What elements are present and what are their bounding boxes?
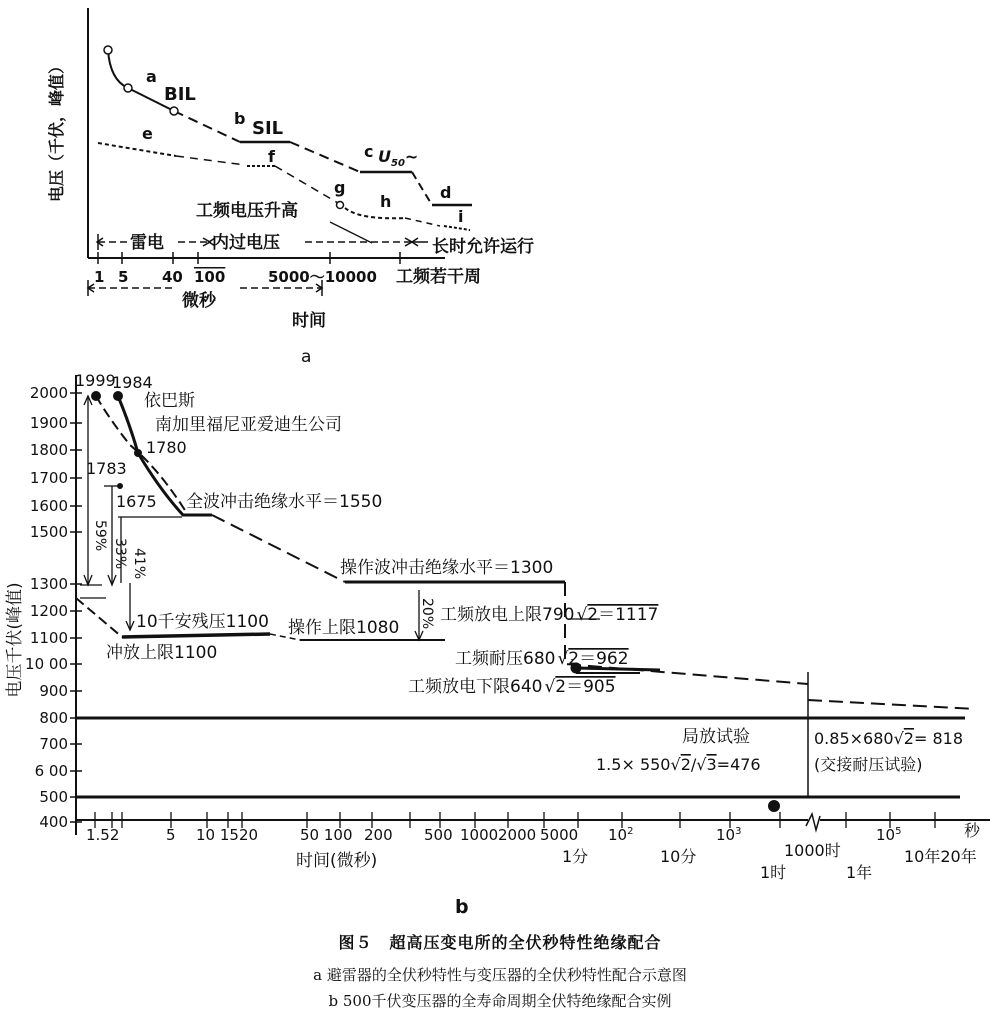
ann-handover: 0.85×680√2= 818 [814, 729, 963, 748]
xtick-10-3: $10^3$ [716, 826, 742, 844]
label-c: c [364, 142, 374, 161]
ann-1783: 1783 [86, 459, 127, 478]
panel-a-labels [94, 67, 534, 367]
figure-caption-title: 图５ 超高压变电所的全伏秒特性绝缘配合 [338, 933, 662, 952]
ann-op-upper: 操作上限1080 [288, 618, 400, 638]
xtick-1000: 1000 [460, 826, 499, 844]
panel-b-axis-break [806, 814, 820, 830]
label-d: d [440, 183, 452, 202]
xsub-1hour: 1时 [760, 863, 787, 882]
xtick-5: 5 [166, 826, 176, 844]
ytick-900: 900 [39, 682, 68, 700]
xsub-1000hours: 1000时 [784, 841, 841, 860]
transformer-curve-dash3 [808, 700, 975, 709]
ann-pct20: 20% [419, 598, 435, 630]
ann-full-wave: 全波冲击绝缘水平＝1550 [186, 492, 383, 512]
tick-5: 5 [118, 268, 129, 286]
panel-a-curve-lower-dash1 [176, 156, 245, 165]
ann-pct41: 41% [131, 548, 147, 580]
label-b: b [234, 109, 246, 128]
ytick-1800: 1800 [29, 441, 68, 459]
ann-1984: 1984 [112, 373, 153, 392]
ytick-600: 6 00 [34, 762, 68, 780]
ytick-1300: 1300 [29, 575, 68, 593]
ytick-800: 800 [39, 709, 68, 727]
xsub-10min: 10分 [660, 847, 697, 866]
ann-pf-withstand: 工频耐压680 √2＝962 [455, 649, 629, 669]
ann-pf-disch-lower: 工频放电下限640 √2＝905 [408, 677, 616, 697]
panel-a-curve-h [345, 208, 405, 218]
label-i: i [458, 207, 464, 226]
point-476 [768, 800, 780, 812]
tick-1: 1 [94, 268, 105, 286]
ytick-1600: 1600 [29, 497, 68, 515]
xtick-5000: 5000 [540, 826, 579, 844]
ann-pf-disch-upper: 工频放电上限790 √2＝1117 [440, 605, 659, 625]
xtick-10-15-20: 10 1520 [196, 826, 259, 844]
xtick-500: 500 [424, 826, 453, 844]
xtick-200: 200 [364, 826, 393, 844]
transformer-curve-dash1 [212, 515, 345, 582]
ytick-1200: 1200 [29, 602, 68, 620]
xtick-50-100: 50 100 [300, 826, 353, 844]
label-g: g [334, 178, 346, 197]
ann-switching-wave: 操作波冲击绝缘水平＝1300 [340, 558, 554, 578]
panel-b-ylabel: 电压千伏(峰值) [5, 582, 25, 698]
panel-a-xlabel: 时间 [292, 311, 326, 331]
ann-pct59: 59% [92, 520, 108, 552]
panel-b-x-tick-labels [86, 821, 981, 882]
ytick-1100: 1100 [29, 629, 68, 647]
ytick-1000: 10 00 [25, 655, 68, 673]
ann-pd-test: 局放试验 [682, 727, 750, 747]
ann-1999: 1999 [75, 371, 116, 390]
panel-a-curve-upper-dash2 [290, 142, 360, 172]
xsub-10-20-years: 10年20年 [904, 847, 977, 866]
label-power-rise: 工频电压升高 [196, 201, 298, 221]
panel-a-point-3 [170, 107, 178, 115]
ann-1675: 1675 [116, 492, 157, 511]
label-a: a [146, 67, 157, 86]
arrester-residual-line [122, 634, 270, 637]
ytick-500: 500 [39, 788, 68, 806]
range-long-time: 长时允许运行 [432, 237, 534, 257]
xtick-2000: 2000 [498, 826, 537, 844]
panel-a-pointer-line [330, 222, 372, 243]
ann-arrester-res: 10千安残压1100 [136, 612, 269, 632]
panel-a-label: a [301, 347, 312, 367]
ann-pct33: 33% [112, 538, 128, 570]
panel-a-point-2 [124, 84, 132, 92]
panel-a-curve-upper-dash3 [412, 172, 432, 205]
label-u50: $U_{50}\sim$ [378, 147, 419, 169]
ytick-2000: 2000 [29, 384, 68, 402]
label-h: h [380, 192, 392, 211]
figure-caption-line-a: a 避雷器的全伏秒特性与变压器的全伏秒特性配合示意图 [313, 966, 687, 984]
label-bil: BIL [164, 84, 196, 105]
point-1999 [91, 391, 101, 401]
ann-ibas: 依巴斯 [144, 391, 195, 411]
panel-a-point-1 [104, 46, 112, 54]
xsub-1year: 1年 [846, 863, 873, 882]
arrester-curve-dash [76, 598, 122, 637]
point-1780 [134, 449, 142, 457]
ann-pd-formula: 1.5× 550√2/√3=476 [596, 755, 761, 774]
ann-handover-test: (交接耐压试验) [814, 755, 923, 774]
ann-sce: 南加里福尼亚爱迪生公司 [155, 415, 342, 435]
ytick-700: 700 [39, 735, 68, 753]
panel-b-label: b [455, 896, 469, 918]
point-1984 [113, 391, 123, 401]
ytick-1900: 1900 [29, 414, 68, 432]
label-sil: SIL [252, 118, 284, 139]
label-microseconds: 微秒 [182, 291, 216, 311]
ytick-1500: 1500 [29, 523, 68, 541]
panel-b-xlabel: 时间(微秒) [296, 851, 378, 871]
panel-a-ylabel: 电压（千伏，峰值） [47, 57, 66, 203]
xtick-10-5: $10^5$ [876, 826, 902, 844]
panel-a-curve-i [444, 226, 470, 230]
xtick-10-2: $10^2$ [608, 826, 634, 844]
panel-a-curve-lower-dash2 [275, 166, 338, 203]
panel-a [47, 8, 534, 367]
tick-40: 40 [162, 268, 183, 286]
panel-a-curve-upper-dash1 [174, 111, 240, 142]
panel-a-point-g [337, 202, 344, 209]
xtick-1-5-2: 1.52 [86, 826, 120, 844]
tick-100: 100 [194, 268, 226, 286]
panel-a-curve-e [98, 143, 176, 156]
ann-1780: 1780 [146, 438, 187, 457]
xsub-1min: 1分 [562, 847, 589, 866]
figure-caption-line-b: b 500千伏变压器的全寿命周期全伏特绝缘配合实例 [328, 992, 672, 1010]
ytick-1700: 1700 [29, 469, 68, 487]
label-f: f [268, 147, 275, 166]
range-internal: 内过电压 [212, 233, 280, 253]
range-lightning: 雷电 [130, 233, 164, 253]
panel-b [5, 371, 990, 918]
label-power-cycles: 工频若干周 [396, 267, 481, 287]
ann-discharge-upper: 冲放上限1100 [106, 643, 218, 663]
label-e: e [142, 124, 153, 143]
panel-a-curve-lower-dash3 [405, 218, 440, 226]
tick-5000-10000: 5000～10000 [268, 268, 377, 286]
panel-b-y-tick-labels [25, 384, 68, 831]
ytick-400: 400 [39, 813, 68, 831]
xtick-seconds: 秒 [964, 821, 981, 840]
